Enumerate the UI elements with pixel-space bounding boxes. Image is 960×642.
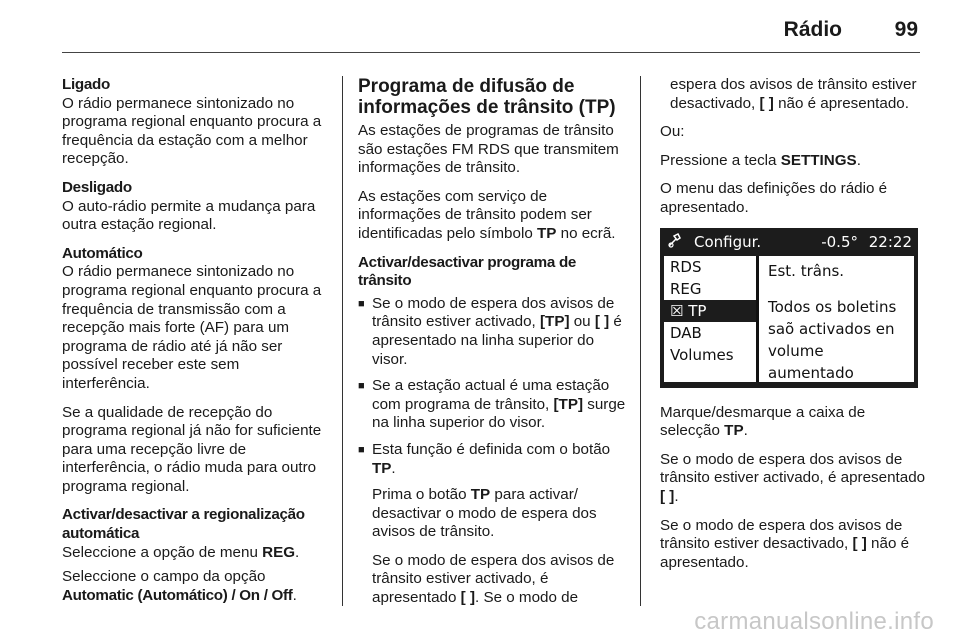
- sub2-post: . Se o modo de: [475, 589, 579, 607]
- bullet3-pre: Esta função é definida com o botão: [372, 440, 611, 458]
- ligado-text: O rádio permanece sintonizado no programa regional enquanto procura a frequência da estação com a melhor recepção.: [62, 94, 322, 168]
- screen-menu-item-dab: DAB: [670, 323, 702, 342]
- desligado-section: [62, 179, 330, 235]
- tp-off-text: [660, 517, 926, 573]
- select-menu-post: .: [295, 543, 300, 561]
- mark-pre: Marque/desmarque a caixa de selecção: [660, 403, 866, 440]
- page-number: 99: [894, 18, 918, 41]
- tp-sub1: [358, 486, 626, 542]
- screen-detail: [768, 260, 914, 384]
- activar-tp-title-wrap: [358, 254, 626, 291]
- bullet3-post: .: [391, 459, 396, 477]
- watermark: carmanualsonline.info: [694, 608, 934, 635]
- screen-menu-item-reg: REG: [670, 279, 702, 298]
- off-pre: Se o modo de espera dos avisos de trânsito estiver desactivado,: [660, 516, 903, 553]
- select-field-post: .: [292, 586, 297, 604]
- automatico-title: Automático: [62, 244, 143, 262]
- screen-detail-line: volume aumentado: [768, 341, 854, 382]
- activar-tp-title: Activar/desactivar programa de trânsito: [358, 253, 577, 290]
- bullet3-bold: TP: [372, 459, 392, 477]
- ligado-title: Ligado: [62, 76, 110, 93]
- sub1-bold: TP: [470, 486, 491, 504]
- tp-heading: Programa de difusão de informações de trânsito (TP): [358, 76, 616, 118]
- ou-text: Ou:: [660, 123, 685, 141]
- tp-sub2: [358, 552, 626, 608]
- activar-regional-section: [62, 506, 330, 562]
- press-pre: Pressione a tecla: [660, 151, 781, 169]
- tp-symbol: TP: [536, 224, 557, 242]
- bullet1-pre: Se o modo de espera dos avisos de trânsito estiver activado,: [372, 294, 615, 331]
- screen-menu: [664, 256, 759, 382]
- screen-title: Configur.: [694, 232, 762, 251]
- column-right: [660, 76, 926, 582]
- bullet2-post: surge na linha superior do visor.: [372, 395, 626, 432]
- off-bold: [ ]: [852, 535, 867, 553]
- bullet1-bold1: [TP]: [539, 313, 570, 331]
- tp-continuation: [660, 76, 926, 113]
- on-pre: Se o modo de espera dos avisos de trânsito estiver activado, é apresentado: [660, 450, 926, 487]
- tp-service-pre: As estações com serviço de informações de trânsito podem ser identificadas pelo símbolo: [358, 187, 592, 242]
- cont-post: não é apresentado.: [773, 94, 909, 112]
- screen-temperature: -0.5°: [821, 232, 858, 251]
- column-divider-right: [640, 76, 641, 606]
- column-left: [62, 76, 330, 615]
- screen-detail-line: Todos os boletins: [768, 297, 897, 316]
- mark-post: .: [743, 422, 748, 440]
- screen-detail-line: saõ activados en: [768, 319, 895, 338]
- screen-menu-item-rds: RDS: [670, 257, 702, 276]
- tp-on-text: [660, 451, 926, 507]
- automatico-section: [62, 245, 330, 394]
- quality-paragraph: Se a qualidade de recepção do programa regional já não for suficiente para uma recepção livre de interferência, o rádio muda para outro programa regional.: [62, 403, 322, 495]
- press-settings: [660, 152, 926, 171]
- screen-menu-item-volumes: Volumes: [670, 345, 734, 364]
- desligado-text: O auto-rádio permite a mudança para outra estação regional.: [62, 197, 316, 234]
- cont-bold: [ ]: [759, 94, 774, 112]
- page-header: [62, 14, 920, 53]
- select-menu-pre: Seleccione a opção de menu: [62, 543, 263, 561]
- settings-key-label: SETTINGS: [780, 151, 857, 169]
- screen-menu-item-tp: ☒ TP: [664, 300, 756, 322]
- activar-regional-title: Activar/desactivar a regionalização automática: [62, 506, 305, 543]
- bullet1-post: é apresentado na linha superior do visor.: [372, 313, 622, 368]
- tp-intro: As estações de programas de trânsito são estações FM RDS que transmitem informações de trânsito.: [358, 122, 619, 177]
- ligado-section: [62, 76, 330, 169]
- column-middle: [358, 76, 626, 618]
- list-item: [358, 295, 626, 369]
- column-divider-left: [342, 76, 343, 606]
- select-field-pre: Seleccione o campo da opção: [62, 568, 266, 586]
- bullet1-mid: ou: [569, 313, 595, 331]
- off-post: não é apresentado.: [660, 535, 910, 571]
- page-title: Rádio: [783, 18, 842, 41]
- mark-bold: TP: [724, 422, 744, 440]
- press-post: .: [856, 151, 861, 169]
- sub2-pre: Se o modo de espera dos avisos de trânsito estiver activado, é apresentado: [372, 551, 615, 607]
- menu-shown-text: O menu das definições do rádio é apresentado.: [660, 180, 888, 216]
- on-bold: [ ]: [660, 487, 675, 505]
- tp-service-post: no ecrã.: [556, 224, 616, 242]
- settings-icon: [666, 232, 684, 250]
- tp-bullet-list: [358, 295, 626, 478]
- screen-detail-title: Est. trâns.: [768, 261, 845, 280]
- automatico-text: O rádio permanece sintonizado no programa regional enquanto procura a frequência de transmissão com a recepção mais forte (AF) para um programa de rádio até já não ser possível receber este sem interferência.: [62, 263, 322, 392]
- bullet2-pre: Se a estação actual é uma estação com programa de trânsito,: [372, 377, 610, 413]
- select-menu-bold: REG: [262, 543, 296, 561]
- screen-body: [664, 256, 914, 382]
- on-post: .: [674, 487, 679, 505]
- list-item: [358, 441, 626, 478]
- list-item: [358, 377, 626, 433]
- mark-checkbox-text: [660, 404, 926, 441]
- tp-service: [358, 188, 626, 244]
- bullet1-bold2: [ ]: [594, 313, 610, 331]
- screen-top-bar: [660, 228, 918, 258]
- radio-display-screenshot: [660, 228, 918, 388]
- sub1-pre: Prima o botão: [372, 486, 471, 504]
- bullet2-bold: [TP]: [553, 395, 584, 413]
- desligado-title: Desligado: [62, 178, 132, 196]
- select-field-bold: Automatic (Automático) / On / Off: [62, 586, 293, 604]
- sub1-post: para activar/ desactivar o modo de espera dos avisos de trânsito.: [372, 486, 597, 541]
- select-field-paragraph: [62, 568, 330, 605]
- sub2-bold: [ ]: [460, 589, 476, 607]
- screen-time: 22:22: [868, 232, 912, 251]
- cont-pre: espera dos avisos de trânsito estiver desactivado,: [670, 76, 917, 112]
